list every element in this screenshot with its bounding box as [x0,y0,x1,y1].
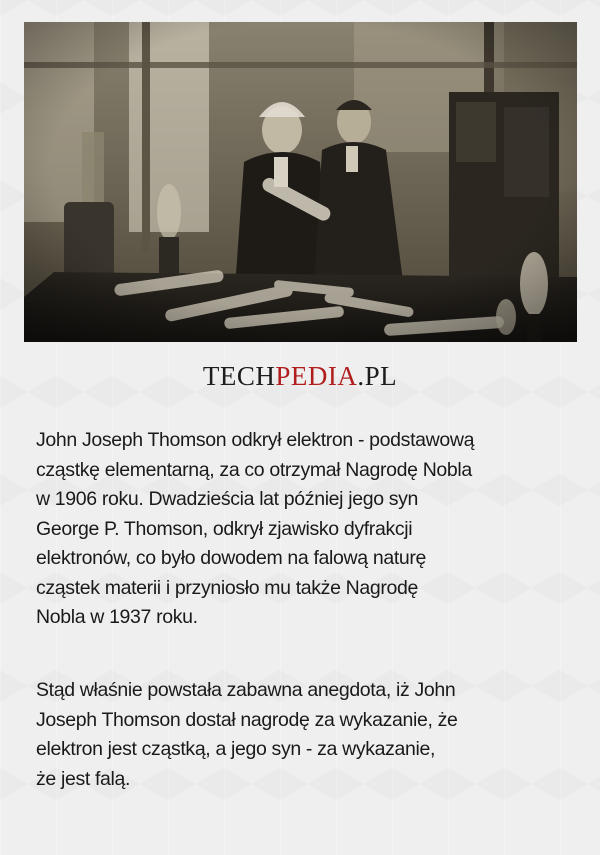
historical-lab-photo [24,22,577,342]
paragraph-line: Nobla w 1937 roku. [36,606,198,628]
paragraph-line: George P. Thomson, odkrył zjawisko dyfrakcji [36,517,413,540]
techpedia-logo[interactable] [0,360,600,392]
paragraph-line: że jest falą. [36,767,131,790]
logo-part-pedia: PEDIA [275,361,358,391]
logo-part-tech: TECH [202,361,276,391]
lab-photo-illustration [24,22,577,342]
paragraph-line: elektronów, co było dowodem na falową naturę [36,547,427,569]
paragraph-line: Stąd właśnie powstała zabawna anegdota, iż John [36,679,456,701]
paragraph-line: cząstkę elementarną, za co otrzymał Nagrodę Nobla [36,458,472,481]
paragraph-line: cząstek materii i przyniosło mu także Nagrodę [36,576,418,599]
paragraph-line: Joseph Thomson dostał nagrodę za wykazanie, że [36,708,458,731]
paragraph-line: w 1906 roku. Dwadzieścia lat później jego syn [36,488,419,510]
paragraph-line: elektron jest cząstką, a jego syn - za wykazanie, [36,738,436,760]
paragraph-line: John Joseph Thomson odkrył elektron - podstawową [36,429,475,451]
logo-part-pl: .PL [357,361,398,391]
paragraph-main [36,426,576,633]
paragraph-anecdote [36,676,576,794]
